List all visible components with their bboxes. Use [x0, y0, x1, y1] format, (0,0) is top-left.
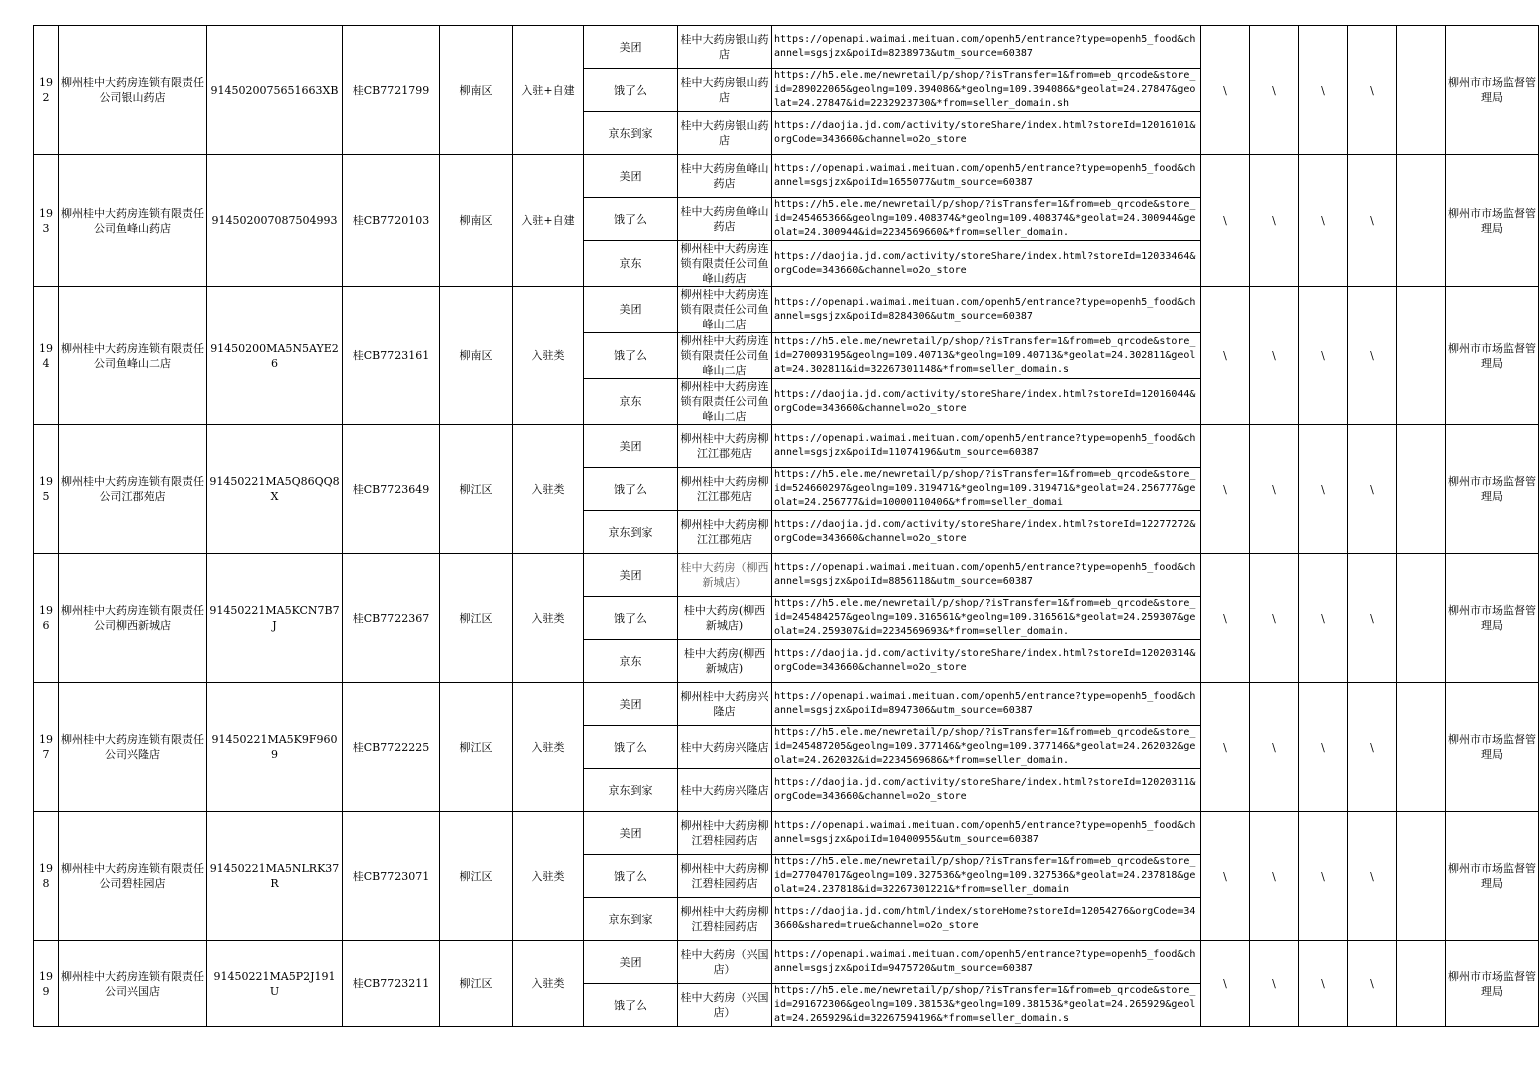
authority: 柳州市市场监督管理局 — [1446, 812, 1539, 941]
row-number: 192 — [34, 26, 59, 155]
authority: 柳州市市场监督管理局 — [1446, 941, 1539, 1027]
company-name: 柳州桂中大药房连锁有限责任公司鱼峰山药店 — [59, 155, 207, 287]
store-url[interactable] — [772, 198, 1201, 241]
store-url-text[interactable]: https://openapi.waimai.meituan.com/openh5/entrance?type=openh5_food&channel=sgsjzx&poiId=8238973&utm_source=60387 — [774, 34, 1196, 59]
platform-name: 饿了么 — [584, 468, 678, 511]
platform-name: 京东 — [584, 241, 678, 287]
store-url-text[interactable]: https://h5.ele.me/newretail/p/shop/?isTransfer=1&from=eb_qrcode&store_id=270093195&geolng=109.40713&*geolng=109.40713&*geolat=24.302811&geolat=24.302811&id=32267301148&*from=seller_domain.s — [774, 335, 1196, 375]
license-number: 桂CB7722225 — [343, 683, 440, 812]
company-name: 柳州桂中大药房连锁有限责任公司兴国店 — [59, 941, 207, 1027]
slash-cell: \ — [1299, 26, 1348, 155]
slash-cell: \ — [1299, 155, 1348, 287]
slash-cell: \ — [1299, 812, 1348, 941]
table-row — [34, 26, 1539, 69]
authority: 柳州市市场监督管理局 — [1446, 425, 1539, 554]
store-url[interactable] — [772, 379, 1201, 425]
district: 柳江区 — [440, 941, 513, 1027]
license-number: 桂CB7723071 — [343, 812, 440, 941]
row-number: 198 — [34, 812, 59, 941]
store-url[interactable] — [772, 683, 1201, 726]
district: 柳江区 — [440, 425, 513, 554]
license-number: 桂CB7720103 — [343, 155, 440, 287]
authority: 柳州市市场监督管理局 — [1446, 287, 1539, 425]
slash-cell: \ — [1201, 26, 1250, 155]
row-number: 193 — [34, 155, 59, 287]
store-url[interactable] — [772, 287, 1201, 333]
store-url-text[interactable]: https://openapi.waimai.meituan.com/openh5/entrance?type=openh5_food&channel=sgsjzx&poiId=8856118&utm_source=60387 — [774, 562, 1196, 587]
store-url-text[interactable]: https://h5.ele.me/newretail/p/shop/?isTransfer=1&from=eb_qrcode&store_id=245487205&geolng=109.377146&*geolng=109.377146&*geolat=24.262032&geolat=24.262032&id=2234569686&*from=seller_domain. — [774, 727, 1196, 766]
slash-cell — [1397, 155, 1446, 287]
row-number: 199 — [34, 941, 59, 1027]
store-name: 柳州桂中大药房柳江江郡苑店 — [678, 425, 772, 468]
platform-name: 美团 — [584, 155, 678, 198]
license-number: 桂CB7723211 — [343, 941, 440, 1027]
slash-cell: \ — [1348, 155, 1397, 287]
platform-name: 美团 — [584, 26, 678, 69]
store-name: 桂中大药房（兴国店） — [678, 984, 772, 1027]
store-url[interactable] — [772, 898, 1201, 941]
platform-name: 美团 — [584, 287, 678, 333]
store-url[interactable] — [772, 69, 1201, 112]
company-name: 柳州桂中大药房连锁有限责任公司鱼峰山二店 — [59, 287, 207, 425]
credit-code: 91450221MA5KCN7B7J — [207, 554, 343, 683]
slash-cell: \ — [1201, 554, 1250, 683]
store-name: 桂中大药房银山药店 — [678, 26, 772, 69]
district: 柳南区 — [440, 287, 513, 425]
license-number: 桂CB7722367 — [343, 554, 440, 683]
district: 柳江区 — [440, 683, 513, 812]
credit-code: 91450221MA5P2J191U — [207, 941, 343, 1027]
slash-cell: \ — [1201, 941, 1250, 1027]
platform-name: 美团 — [584, 941, 678, 984]
store-name: 柳州桂中大药房兴隆店 — [678, 683, 772, 726]
slash-cell: \ — [1299, 554, 1348, 683]
slash-cell: \ — [1201, 812, 1250, 941]
store-table — [33, 25, 1539, 1027]
store-url[interactable] — [772, 941, 1201, 984]
platform-name: 京东 — [584, 640, 678, 683]
authority: 柳州市市场监督管理局 — [1446, 554, 1539, 683]
slash-cell: \ — [1299, 287, 1348, 425]
entry-type: 入驻类 — [513, 683, 584, 812]
store-name: 柳州桂中大药房连锁有限责任公司鱼峰山二店 — [678, 287, 772, 333]
table-row — [34, 425, 1539, 468]
district: 柳江区 — [440, 812, 513, 941]
company-name: 柳州桂中大药房连锁有限责任公司江郡苑店 — [59, 425, 207, 554]
slash-cell: \ — [1348, 425, 1397, 554]
authority: 柳州市市场监督管理局 — [1446, 155, 1539, 287]
authority: 柳州市市场监督管理局 — [1446, 26, 1539, 155]
store-url-text[interactable]: https://h5.ele.me/newretail/p/shop/?isTransfer=1&from=eb_qrcode&store_id=524660297&geolng=109.319471&*geolng=109.319471&*geolat=24.256777&geolat=24.256777&id=10000110406&*from=seller_domai — [774, 469, 1196, 508]
store-name: 桂中大药房（柳西新城店） — [678, 554, 772, 597]
platform-name: 饿了么 — [584, 333, 678, 379]
district: 柳南区 — [440, 26, 513, 155]
platform-name: 美团 — [584, 812, 678, 855]
company-name: 柳州桂中大药房连锁有限责任公司柳西新城店 — [59, 554, 207, 683]
store-name: 柳州桂中大药房连锁有限责任公司鱼峰山药店 — [678, 241, 772, 287]
table-row — [34, 812, 1539, 855]
entry-type: 入驻类 — [513, 554, 584, 683]
store-url-text[interactable]: https://daojia.jd.com/activity/storeShare/index.html?storeId=12277272&orgCode=343660&channel=o2o_store — [774, 519, 1196, 544]
store-url[interactable] — [772, 241, 1201, 287]
credit-code: 914502007087504993 — [207, 155, 343, 287]
store-name: 桂中大药房兴隆店 — [678, 726, 772, 769]
store-name: 柳州桂中大药房柳江碧桂园药店 — [678, 898, 772, 941]
slash-cell — [1397, 425, 1446, 554]
store-name: 桂中大药房银山药店 — [678, 69, 772, 112]
store-url[interactable] — [772, 112, 1201, 155]
store-name: 桂中大药房银山药店 — [678, 112, 772, 155]
platform-name: 京东到家 — [584, 898, 678, 941]
license-number: 桂CB7723649 — [343, 425, 440, 554]
district: 柳江区 — [440, 554, 513, 683]
slash-cell: \ — [1250, 287, 1299, 425]
store-name: 桂中大药房(柳西新城店) — [678, 640, 772, 683]
store-name: 柳州桂中大药房柳江江郡苑店 — [678, 511, 772, 554]
spreadsheet-page — [33, 25, 1536, 1024]
store-url[interactable] — [772, 640, 1201, 683]
store-name: 桂中大药房鱼峰山药店 — [678, 155, 772, 198]
store-url[interactable] — [772, 597, 1201, 640]
store-url-text[interactable]: https://h5.ele.me/newretail/p/shop/?isTransfer=1&from=eb_qrcode&store_id=289022065&geolng=109.394086&*geolng=109.394086&*geolat=24.27847&geolat=24.27847&id=2232923730&*from=seller_domain.sh — [774, 70, 1196, 109]
store-url-text[interactable]: https://openapi.waimai.meituan.com/openh5/entrance?type=openh5_food&channel=sgsjzx&poiId=10400955&utm_source=60387 — [774, 820, 1196, 845]
platform-name: 饿了么 — [584, 855, 678, 898]
platform-name: 饿了么 — [584, 597, 678, 640]
store-url-text[interactable]: https://openapi.waimai.meituan.com/openh5/entrance?type=openh5_food&channel=sgsjzx&poiId=8284306&utm_source=60387 — [774, 296, 1196, 322]
slash-cell: \ — [1348, 683, 1397, 812]
slash-cell — [1397, 287, 1446, 425]
slash-cell: \ — [1250, 26, 1299, 155]
store-url-text[interactable]: https://h5.ele.me/newretail/p/shop/?isTransfer=1&from=eb_qrcode&store_id=277047017&geolng=109.327536&*geolng=109.327536&*geolat=24.237818&geolat=24.237818&id=32267301221&*from=seller_domain — [774, 856, 1196, 895]
store-name: 柳州桂中大药房柳江江郡苑店 — [678, 468, 772, 511]
slash-cell: \ — [1250, 812, 1299, 941]
platform-name: 京东到家 — [584, 112, 678, 155]
store-url-text[interactable]: https://h5.ele.me/newretail/p/shop/?isTransfer=1&from=eb_qrcode&store_id=245484257&geolng=109.316561&*geolng=109.316561&*geolat=24.259307&geolat=24.259307&id=2234569693&*from=seller_domain. — [774, 598, 1196, 637]
slash-cell — [1397, 683, 1446, 812]
entry-type: 入驻类 — [513, 287, 584, 425]
entry-type: 入驻类 — [513, 941, 584, 1027]
store-url[interactable] — [772, 425, 1201, 468]
store-url[interactable] — [772, 984, 1201, 1027]
store-name: 桂中大药房兴隆店 — [678, 769, 772, 812]
credit-code: 91450221MA5Q86QQ8X — [207, 425, 343, 554]
slash-cell: \ — [1201, 287, 1250, 425]
store-url-text[interactable]: https://openapi.waimai.meituan.com/openh5/entrance?type=openh5_food&channel=sgsjzx&poiId=1655077&utm_source=60387 — [774, 163, 1196, 188]
slash-cell: \ — [1201, 155, 1250, 287]
license-number: 桂CB7723161 — [343, 287, 440, 425]
store-name: 柳州桂中大药房柳江碧桂园药店 — [678, 855, 772, 898]
slash-cell — [1397, 941, 1446, 1027]
slash-cell — [1397, 26, 1446, 155]
store-name: 柳州桂中大药房柳江碧桂园药店 — [678, 812, 772, 855]
entry-type: 入驻+自建 — [513, 26, 584, 155]
slash-cell — [1397, 554, 1446, 683]
store-url-text[interactable]: https://daojia.jd.com/html/index/storeHome?storeId=12054276&orgCode=343660&shared=true&channel=o2o_store — [774, 906, 1196, 931]
slash-cell: \ — [1348, 554, 1397, 683]
table-row — [34, 155, 1539, 198]
row-number: 197 — [34, 683, 59, 812]
slash-cell: \ — [1348, 287, 1397, 425]
row-number: 195 — [34, 425, 59, 554]
platform-name: 京东到家 — [584, 511, 678, 554]
credit-code: 91450221MA5K9F9609 — [207, 683, 343, 812]
store-url-text[interactable]: https://openapi.waimai.meituan.com/openh5/entrance?type=openh5_food&channel=sgsjzx&poiId=11074196&utm_source=60387 — [774, 433, 1196, 458]
store-name: 柳州桂中大药房连锁有限责任公司鱼峰山二店 — [678, 379, 772, 425]
platform-name: 饿了么 — [584, 69, 678, 112]
slash-cell: \ — [1250, 425, 1299, 554]
store-url-text[interactable]: https://daojia.jd.com/activity/storeShare/index.html?storeId=12016101&orgCode=343660&channel=o2o_store — [774, 120, 1196, 145]
store-url[interactable] — [772, 511, 1201, 554]
store-url[interactable] — [772, 333, 1201, 379]
table-row — [34, 941, 1539, 984]
slash-cell: \ — [1201, 683, 1250, 812]
entry-type: 入驻类 — [513, 812, 584, 941]
slash-cell — [1397, 812, 1446, 941]
store-name: 桂中大药房(柳西新城店) — [678, 597, 772, 640]
store-url-text[interactable]: https://daojia.jd.com/activity/storeShare/index.html?storeId=12020311&orgCode=343660&channel=o2o_store — [774, 777, 1196, 802]
table-body — [34, 26, 1539, 1027]
store-url-text[interactable]: https://openapi.waimai.meituan.com/openh5/entrance?type=openh5_food&channel=sgsjzx&poiId=9475720&utm_source=60387 — [774, 949, 1196, 974]
store-url-text[interactable]: https://h5.ele.me/newretail/p/shop/?isTransfer=1&from=eb_qrcode&store_id=245465366&geolng=109.408374&*geolng=109.408374&*geolat=24.300944&geolat=24.300944&id=2234569660&*from=seller_domain. — [774, 199, 1196, 238]
store-name: 柳州桂中大药房连锁有限责任公司鱼峰山二店 — [678, 333, 772, 379]
entry-type: 入驻类 — [513, 425, 584, 554]
credit-code: 91450200MA5N5AYE26 — [207, 287, 343, 425]
platform-name: 美团 — [584, 425, 678, 468]
slash-cell: \ — [1250, 941, 1299, 1027]
slash-cell: \ — [1299, 941, 1348, 1027]
store-url[interactable] — [772, 554, 1201, 597]
slash-cell: \ — [1299, 683, 1348, 812]
slash-cell: \ — [1250, 554, 1299, 683]
slash-cell: \ — [1250, 155, 1299, 287]
company-name: 柳州桂中大药房连锁有限责任公司兴隆店 — [59, 683, 207, 812]
slash-cell: \ — [1250, 683, 1299, 812]
table-row — [34, 554, 1539, 597]
platform-name: 美团 — [584, 554, 678, 597]
store-url[interactable] — [772, 468, 1201, 511]
store-name: 桂中大药房（兴国店） — [678, 941, 772, 984]
license-number: 桂CB7721799 — [343, 26, 440, 155]
authority: 柳州市市场监督管理局 — [1446, 683, 1539, 812]
slash-cell: \ — [1348, 941, 1397, 1027]
store-url[interactable] — [772, 812, 1201, 855]
store-url[interactable] — [772, 155, 1201, 198]
company-name: 柳州桂中大药房连锁有限责任公司银山药店 — [59, 26, 207, 155]
platform-name: 饿了么 — [584, 984, 678, 1027]
row-number: 196 — [34, 554, 59, 683]
row-number: 194 — [34, 287, 59, 425]
slash-cell: \ — [1348, 26, 1397, 155]
store-url[interactable] — [772, 769, 1201, 812]
store-url-text[interactable]: https://h5.ele.me/newretail/p/shop/?isTransfer=1&from=eb_qrcode&store_id=291672306&geolng=109.38153&*geolng=109.38153&*geolat=24.265929&geolat=24.265929&id=32267594196&*from=seller_domain.s — [774, 985, 1196, 1024]
platform-name: 饿了么 — [584, 726, 678, 769]
slash-cell: \ — [1201, 425, 1250, 554]
platform-name: 饿了么 — [584, 198, 678, 241]
table-row — [34, 287, 1539, 333]
store-url[interactable] — [772, 726, 1201, 769]
store-url-text[interactable]: https://daojia.jd.com/activity/storeShare/index.html?storeId=12020314&orgCode=343660&channel=o2o_store — [774, 648, 1196, 673]
slash-cell: \ — [1299, 425, 1348, 554]
slash-cell: \ — [1348, 812, 1397, 941]
store-name: 桂中大药房鱼峰山药店 — [678, 198, 772, 241]
table-row — [34, 683, 1539, 726]
credit-code: 91450221MA5NLRK37R — [207, 812, 343, 941]
store-url-text[interactable]: https://daojia.jd.com/activity/storeShare/index.html?storeId=12033464&orgCode=343660&channel=o2o_store — [774, 250, 1196, 276]
entry-type: 入驻+自建 — [513, 155, 584, 287]
store-url[interactable] — [772, 855, 1201, 898]
store-url-text[interactable]: https://openapi.waimai.meituan.com/openh5/entrance?type=openh5_food&channel=sgsjzx&poiId=8947306&utm_source=60387 — [774, 691, 1196, 716]
store-url[interactable] — [772, 26, 1201, 69]
district: 柳南区 — [440, 155, 513, 287]
platform-name: 京东 — [584, 379, 678, 425]
credit-code: 9145020075651663XB — [207, 26, 343, 155]
platform-name: 京东到家 — [584, 769, 678, 812]
company-name: 柳州桂中大药房连锁有限责任公司碧桂园店 — [59, 812, 207, 941]
store-url-text[interactable]: https://daojia.jd.com/activity/storeShare/index.html?storeId=12016044&orgCode=343660&channel=o2o_store — [774, 388, 1196, 414]
platform-name: 美团 — [584, 683, 678, 726]
